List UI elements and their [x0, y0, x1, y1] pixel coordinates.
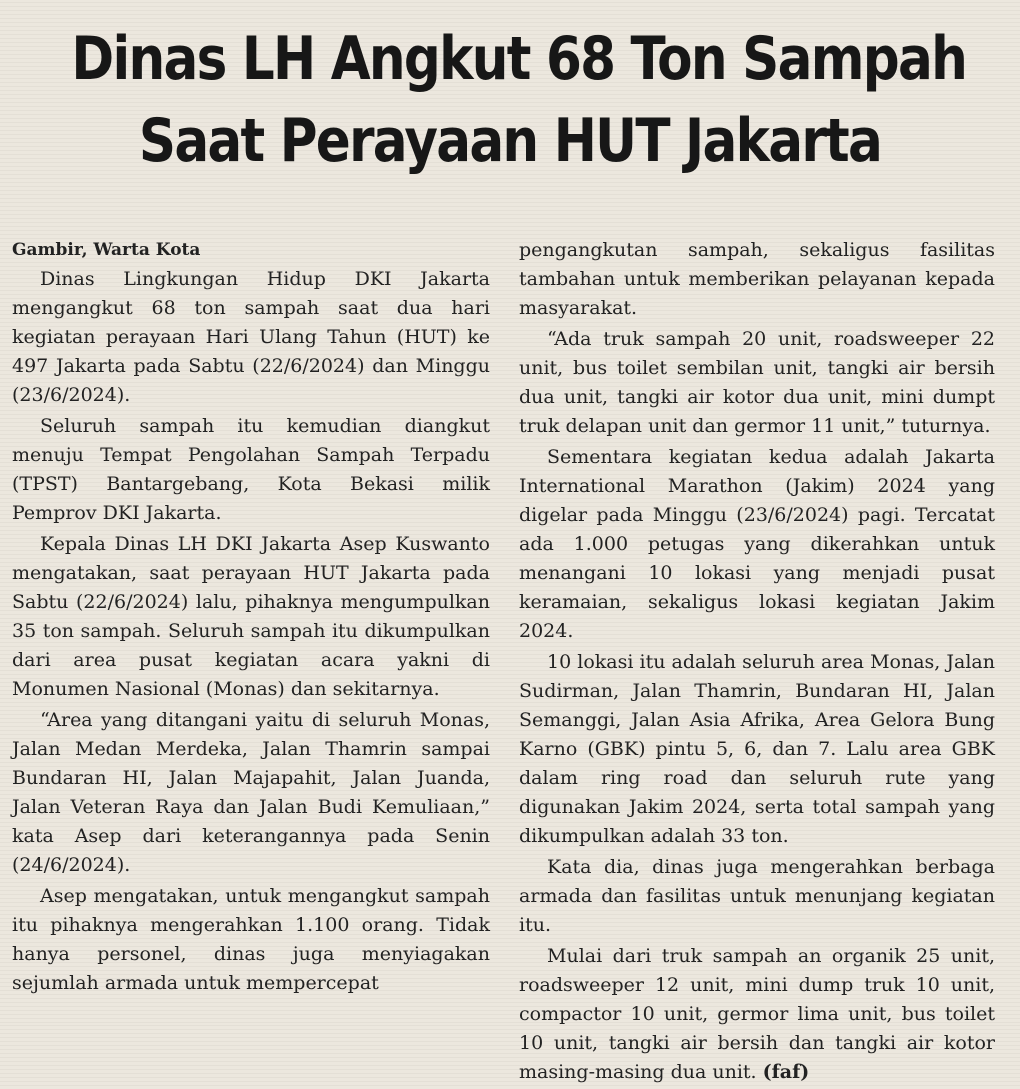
headline	[71, 18, 967, 182]
dateline: Gambir, Warta Kota	[12, 240, 201, 260]
paragraph: Seluruh sampah itu kemudian diangkut menuju Tempat Pengolahan Sampah Terpadu (TPST) Bantargebang, Kota Bekasi milik Pemprov DKI Jakarta.	[12, 415, 490, 524]
paragraph: Dinas Lingkungan Hidup DKI Jakarta mengangkut 68 ton sampah saat dua hari kegiatan perayaan Hari Ulang Tahun (HUT) ke 497 Jakarta pada Sabtu (22/6/2024) dan Minggu (23/6/2024).	[12, 268, 490, 406]
last-paragraph-text: Mulai dari truk sampah an organik 25 unit, roadsweeper 12 unit, mini dump truk 10 unit, compactor 10 unit, germor lima unit, bus toilet 10 unit, tangki air bersih dan tangki air kotor masing-masing dua unit.	[519, 945, 995, 1083]
paragraph-continuation: pengangkutan sampah, sekaligus fasilitas tambahan untuk memberikan pelayanan kepada masyarakat.	[519, 239, 995, 319]
paragraph: “Ada truk sampah 20 unit, roadsweeper 22 unit, bus toilet sembilan unit, tangki air bersih dua unit, tangki air kotor dua unit, mini dumpt truk delapan unit dan germor 11 unit,” tuturnya.	[519, 328, 995, 437]
paragraph: “Area yang ditangani yaitu di seluruh Monas, Jalan Medan Merdeka, Jalan Thamrin sampai Bundaran HI, Jalan Majapahit, Jalan Juanda, Jalan Veteran Raya dan Jalan Budi Kemuliaan,” kata Asep dari keterangannya pada Senin (24/6/2024).	[12, 709, 490, 876]
right-column	[519, 236, 995, 1089]
paragraph: Kata dia, dinas juga mengerahkan berbaga armada dan fasilitas untuk menunjang kegiatan itu.	[519, 856, 995, 936]
headline-line-2: Saat Perayaan HUT Jakarta	[138, 106, 882, 176]
paragraph: Sementara kegiatan kedua adalah Jakarta International Marathon (Jakim) 2024 yang digelar pada Minggu (23/6/2024) pagi. Tercatat ada 1.000 petugas yang dikerahkan untuk menangani 10 lokasi yang menjadi pusat keramaian, sekaligus lokasi kegiatan Jakim 2024.	[519, 446, 995, 642]
paragraph: Kepala Dinas LH DKI Jakarta Asep Kuswanto mengatakan, saat perayaan HUT Jakarta pada Sabtu (22/6/2024) lalu, pihaknya mengumpulkan 35 ton sampah. Seluruh sampah itu dikumpulkan dari area pusat kegiatan acara yakni di Monumen Nasional (Monas) dan sekitarnya.	[12, 533, 490, 700]
author-signature: (faf)	[762, 1061, 810, 1083]
paragraph: 10 lokasi itu adalah seluruh area Monas, Jalan Sudirman, Jalan Thamrin, Bundaran HI, Jalan Semanggi, Jalan Asia Afrika, Area Gelora Bung Karno (GBK) pintu 5, 6, dan 7. Lalu area GBK dalam ring road dan seluruh rute yang digunakan Jakim 2024, serta total sampah yang dikumpulkan adalah 33 ton.	[519, 651, 995, 847]
left-column	[12, 236, 490, 1000]
headline-line-1: Dinas LH Angkut 68 Ton Sampah	[71, 24, 967, 94]
last-paragraph	[519, 942, 995, 1087]
paragraph: Asep mengatakan, untuk mengangkut sampah itu pihaknya mengerahkan 1.100 orang. Tidak hanya personel, dinas juga menyiagakan sejumlah armada untuk mempercepat	[12, 885, 490, 994]
